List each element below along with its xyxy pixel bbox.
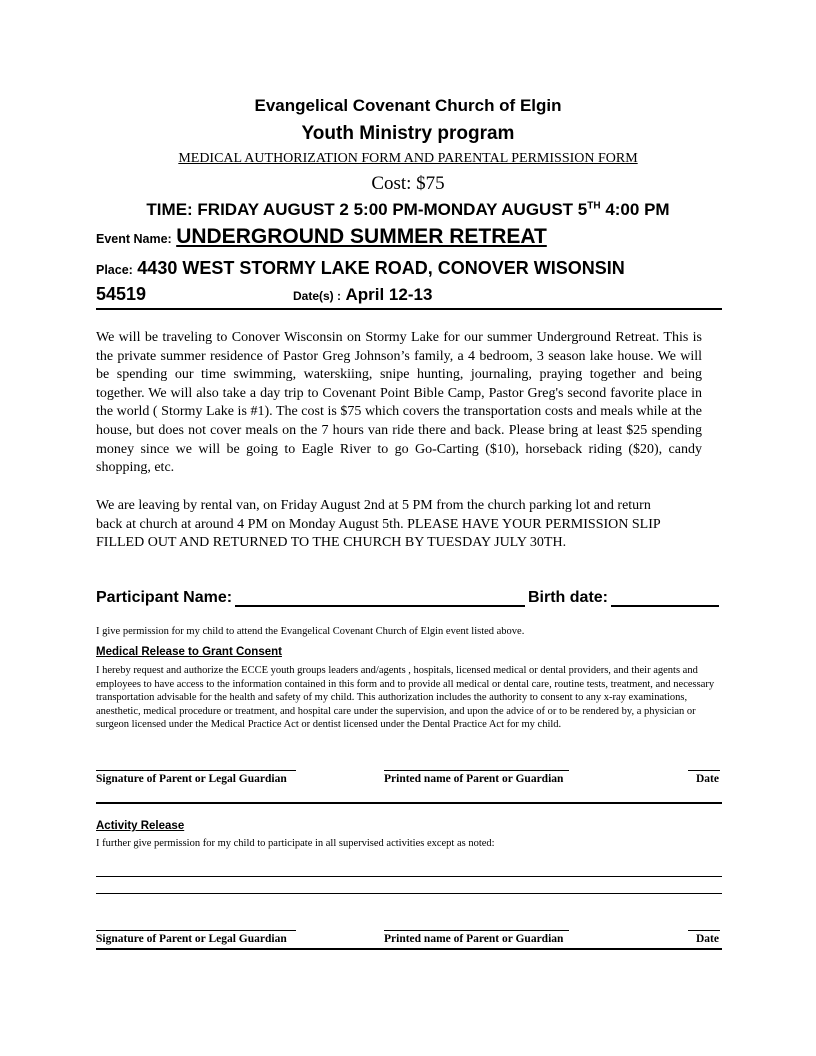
time-suffix: 4:00 PM <box>600 200 670 219</box>
program-title: Youth Ministry program <box>301 123 515 144</box>
time-prefix: TIME: FRIDAY AUGUST 2 5:00 PM-MONDAY AUGUST 5 <box>146 200 588 219</box>
guardian-signature-label: Signature of Parent or Legal Guardian <box>96 773 287 785</box>
departure-block <box>96 497 680 553</box>
time-superscript: TH <box>587 200 601 212</box>
activity-notes-line-1[interactable] <box>96 876 722 877</box>
permission-statement: I give permission for my child to attend the Evangelical Covenant Church of Elgin event listed above. <box>96 626 525 637</box>
guardian-signature-line-2[interactable] <box>96 930 296 931</box>
header-divider <box>96 308 722 310</box>
medical-release-heading: Medical Release to Grant Consent <box>96 646 282 658</box>
event-name-value: UNDERGROUND SUMMER RETREAT <box>176 225 547 248</box>
guardian-signature-label-2: Signature of Parent or Legal Guardian <box>96 933 287 945</box>
place-label: Place: <box>96 263 133 277</box>
date-line-2[interactable] <box>688 930 720 931</box>
trip-description: We will be traveling to Conover Wisconsin on Stormy Lake for our summer Underground Retreat. This is the private summer residence of Pastor Greg Johnson’s family, a 4 bedroom, 3 season lake house. We will be spending our time swimming, waterskiing, snipe hunting, journaling, praying together and being together. We will also take a day trip to Covenant Point Bible Camp, Pastor Greg's second favorite place in the world ( Stormy Lake is #1). The cost is $75 which covers the transportation costs and meals while at the house, but does not cover meals on the 7 hours van ride there and back. Please bring at least $25 spending money since we will be going to Eagle River to go Go-Carting ($10), horseback riding ($20), candy shopping, etc. <box>96 330 702 476</box>
activity-release-heading: Activity Release <box>96 820 185 832</box>
birth-date-field[interactable] <box>611 605 719 607</box>
medical-release-text: I hereby request and authorize the ECCE youth groups leaders and/agents , hospitals, licensed medical or dental providers, and their agents and employees to have access to the information contained in this form and to provide all medical or dental care, routine tests, treatment, and necessary transportation advisable for the health and safety of my child. This authorization includes the authority to consent to any x-ray examinations, anesthetic, medical procedure or treatment, and hospital care under the supervision, and upon the advice of or to be rendered by, a physician or surgeon licensed under the Medical Practice Act or dentist licensed under the Dental Practice Act for my child. <box>96 665 715 731</box>
birth-date-label: Birth date: <box>528 589 608 606</box>
guardian-signature-line[interactable] <box>96 770 296 771</box>
printed-name-label: Printed name of Parent or Guardian <box>384 773 564 785</box>
place-value-line1: 4430 WEST STORMY LAKE ROAD, CONOVER WISONSIN <box>137 258 625 278</box>
church-name: Evangelical Covenant Church of Elgin <box>254 96 562 115</box>
footer-divider <box>96 948 722 950</box>
form-title: MEDICAL AUTHORIZATION FORM AND PARENTAL PERMISSION FORM <box>178 151 638 166</box>
activity-release-text: I further give permission for my child to participate in all supervised activities except as noted: <box>96 838 495 849</box>
dates-label: Date(s) : <box>293 289 342 303</box>
activity-notes-line-2[interactable] <box>96 893 722 894</box>
place-row <box>96 258 625 279</box>
place-value-line2: 54519 <box>96 284 147 304</box>
time-line <box>0 200 816 220</box>
date-label-2: Date <box>696 933 719 945</box>
participant-name-field[interactable] <box>235 605 525 607</box>
printed-name-line-2[interactable] <box>384 930 569 931</box>
departure-info: We are leaving by rental van, on Friday August 2nd at 5 PM from the church parking lot and return back at church at around 4 PM on Monday August 5th. PLEASE HAVE YOUR PERMISSION SLIP FILLED OUT AND RETURNED TO THE CHURCH BY TUESDAY JULY 30TH. <box>96 498 661 551</box>
description-block <box>96 329 702 478</box>
event-name-label: Event Name: <box>96 232 172 246</box>
printed-name-label-2: Printed name of Parent or Guardian <box>384 933 564 945</box>
medical-section-divider <box>96 802 722 804</box>
printed-name-line[interactable] <box>384 770 569 771</box>
dates-value: April 12-13 <box>345 285 433 304</box>
cost-line: Cost: $75 <box>371 173 445 194</box>
event-name-row <box>96 225 547 249</box>
dates-row <box>293 285 432 305</box>
date-line[interactable] <box>688 770 720 771</box>
date-label: Date <box>696 773 719 785</box>
participant-name-label: Participant Name: <box>96 589 233 606</box>
